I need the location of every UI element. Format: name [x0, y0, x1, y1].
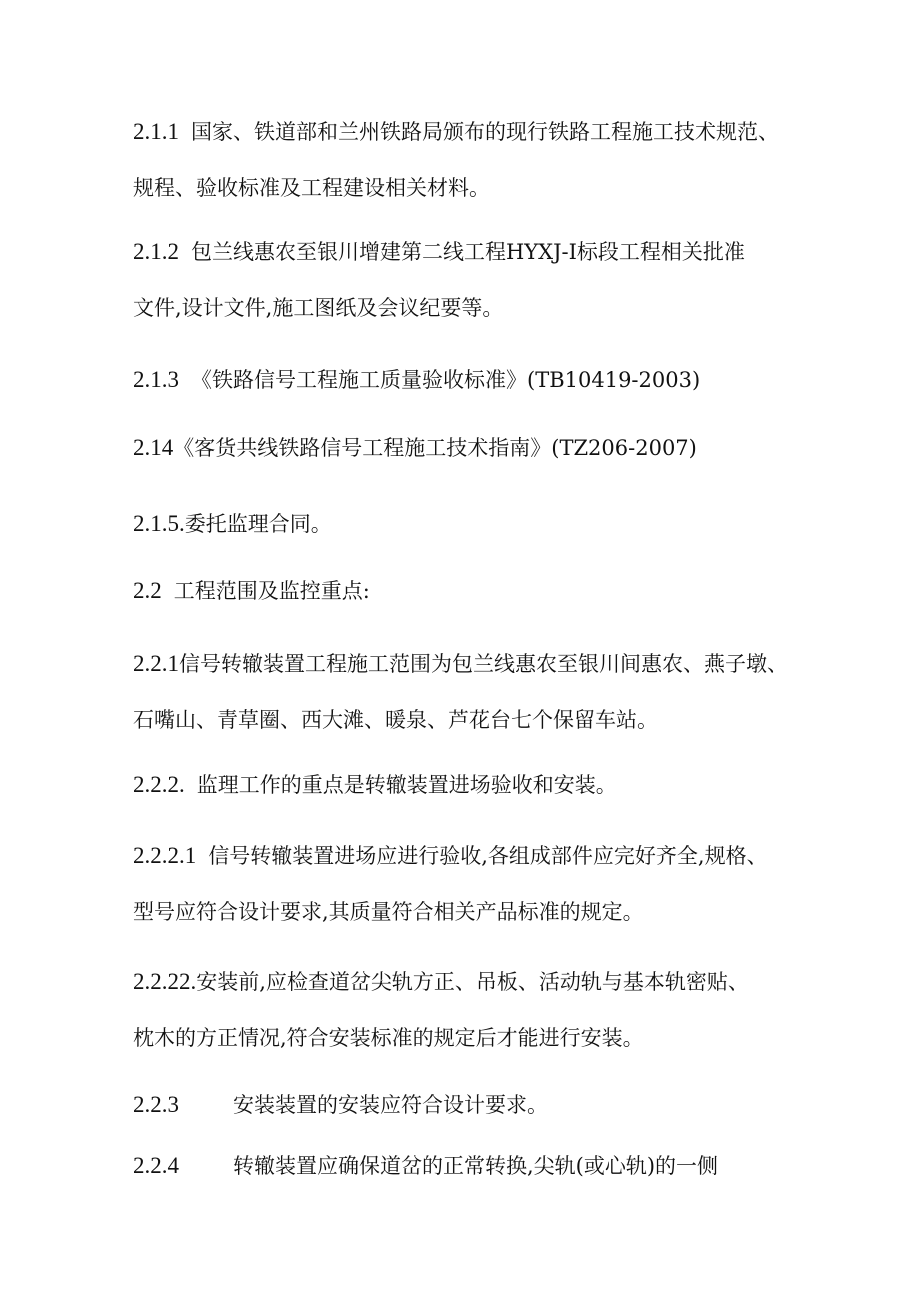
paragraph-2-1-1	[133, 104, 813, 216]
paragraph-text: 工程范围及监控重点:	[173, 579, 370, 603]
paragraph-text: 《铁路信号工程施工质量验收标准》(TB10419-2003)	[191, 368, 701, 392]
paragraph-2-2	[133, 563, 813, 619]
paragraph-2-2-4	[133, 1138, 813, 1194]
paragraph-line	[133, 954, 813, 1010]
paragraph-text: 文件,设计文件,施工图纸及会议纪要等。	[133, 296, 504, 320]
paragraph-text: 监理工作的重点是转辙装置进场验收和安装。	[196, 773, 617, 797]
section-number: 2.1.2	[133, 239, 179, 264]
paragraph-line	[133, 636, 813, 692]
paragraph-2-2-2	[133, 757, 813, 813]
section-number: 2.1.1	[133, 119, 179, 144]
section-number: 2.2.4	[133, 1153, 179, 1178]
paragraph-text: 包兰线惠农至银川增建第二线工程HYXJ-I标段工程相关批准	[191, 240, 745, 264]
paragraph-2-14	[133, 420, 813, 476]
paragraph-text: 委托监理合同。	[184, 512, 332, 536]
paragraph-line	[133, 1077, 813, 1133]
section-number: 2.1.3	[133, 367, 179, 392]
paragraph-2-1-3	[133, 352, 813, 408]
paragraph-text: 《客货共线铁路信号工程施工技术指南》(TZ206-2007)	[173, 436, 697, 460]
paragraph-2-2-3	[133, 1077, 813, 1133]
section-number: 2.2.3	[133, 1092, 179, 1117]
paragraph-text: 安装装置的安装应符合设计要求。	[233, 1093, 548, 1117]
paragraph-line	[133, 757, 813, 813]
paragraph-2-2-2-1	[133, 828, 813, 940]
paragraph-text: 规程、验收标准及工程建设相关材料。	[133, 176, 490, 200]
paragraph-text: 国家、铁道部和兰州铁路局颁布的现行铁路工程施工技术规范、	[191, 120, 779, 144]
section-number: 2.2.2.1	[133, 843, 197, 868]
paragraph-text: 石嘴山、青草圈、西大滩、暖泉、芦花台七个保留车站。	[133, 708, 658, 732]
paragraph-line	[133, 224, 813, 280]
section-number: 2.2.2.	[133, 772, 185, 797]
paragraph-text: 枕木的方正情况,符合安装标准的规定后才能进行安装。	[133, 1026, 644, 1050]
paragraph-2-1-5	[133, 496, 813, 552]
paragraph-line	[133, 828, 813, 884]
paragraph-2-2-22	[133, 954, 813, 1066]
section-number: 2.2.1	[133, 651, 179, 676]
section-number: 2.14	[133, 435, 174, 460]
paragraph-text: 转辙装置应确保道岔的正常转换,尖轨(或心轨)的一侧	[233, 1154, 719, 1178]
paragraph-text: 安装前,应检查道岔尖轨方正、吊板、活动轨与基本轨密贴、	[196, 970, 749, 994]
paragraph-line	[133, 1138, 813, 1194]
paragraph-line	[133, 104, 813, 160]
paragraph-line	[133, 352, 813, 408]
section-number: 2.2	[133, 578, 162, 603]
paragraph-text: 信号转辙装置工程施工范围为包兰线惠农至银川间惠农、燕子墩、	[179, 652, 788, 676]
paragraph-line	[133, 420, 813, 476]
paragraph-line	[133, 563, 813, 619]
section-number: 2.1.5.	[133, 511, 185, 536]
paragraph-2-1-2	[133, 224, 813, 336]
paragraph-text: 型号应符合设计要求,其质量符合相关产品标准的规定。	[133, 900, 644, 924]
paragraph-line	[133, 496, 813, 552]
paragraph-2-2-1	[133, 636, 813, 748]
section-number: 2.2.22.	[133, 969, 197, 994]
paragraph-text: 信号转辙装置进场应进行验收,各组成部件应完好齐全,规格、	[208, 844, 768, 868]
